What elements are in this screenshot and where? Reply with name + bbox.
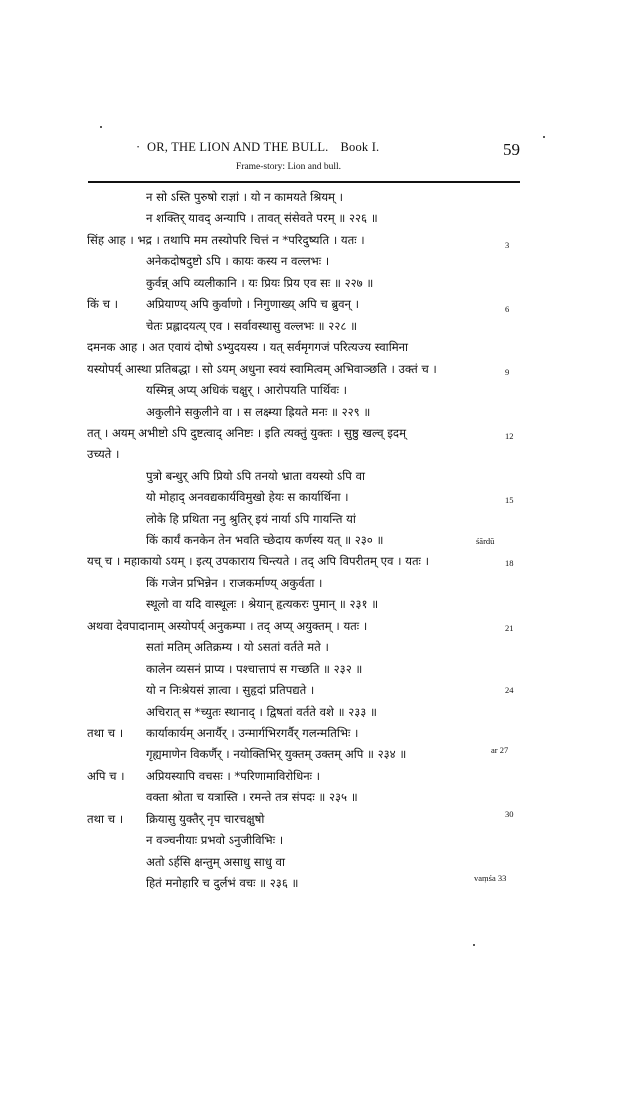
text-line: अप्रियाण्य् अपि कुर्वाणो । निगुणाख्य् अपि च ब्रुवन् । [146,297,360,311]
running-head-title: OR, THE LION AND THE BULL. [147,140,329,154]
text-line: अनेकदोषदुष्टो ऽपि । कायः कस्य न वल्लभः । [146,254,330,268]
margin-number: 15 [505,495,514,505]
margin-number: 21 [505,623,514,633]
header-rule [88,181,520,183]
text-line: यस्योपर्य् आस्था प्रतिबद्धा । सो ऽयम् अधुना स्वयं स्वामित्वम् अभिवाञ्छति । उक्तं च । [87,362,437,376]
text-line: किं गजेन प्रभिन्नेन । राजकर्माण्य् अकुर्वता । [146,576,323,590]
speck [100,126,102,128]
text-line: दमनक आह । अत एवायं दोषो ऽभ्युदयस्य । यत् सर्वमृगगजं परित्यज्य स्वामिना [87,340,409,354]
section-subtitle: Frame-story: Lion and bull. [236,162,342,172]
margin-number: 6 [505,304,510,314]
speaker-label: तथा च । [87,726,124,740]
text-line: अथवा देवपादानाम् अस्योपर्य् अनुकम्पा । तद् अप्य् अयुक्तम् । यतः । [87,619,368,633]
book-label: Book I. [340,140,380,154]
margin-number: 30 [505,809,514,819]
margin-number: 12 [505,431,514,441]
text-line: अचिरात् स *च्युतः स्थानाद् । द्विषतां वर्तते वशे ॥ २३३ ॥ [146,705,377,719]
text-line: अतो ऽर्हसि क्षन्तुम् असाधु साधु वा [146,855,285,869]
margin-number: 24 [505,685,514,695]
margin-number: vaṃśa 33 [474,873,507,883]
text-line: सतां मतिम् अतिक्रम्य । यो ऽसतां वर्तते मते । [146,640,329,654]
text-line: कार्याकार्यम् अनार्यैर् । उन्मार्गभिरगर्वैर् गलन्मतिभिः । [146,726,359,740]
text-line: कुर्वन्न् अपि व्यलीकानि । यः प्रियः प्रिय एव सः ॥ २२७ ॥ [146,276,374,290]
text-line: अप्रियस्यापि वचसः । *परिणामाविरोधिनः । [146,769,321,783]
margin-number: 18 [505,558,514,568]
text-line: चेतः प्रह्लादयत्य् एव । सर्वावस्थासु वल्लभः ॥ २२८ ॥ [146,319,358,333]
text-line: वक्ता श्रोता च यत्रास्ति । रमन्ते तत्र संपदः ॥ २३५ ॥ [146,790,358,804]
text-line: न वञ्चनीयाः प्रभवो ऽनुजीविभिः । [146,833,284,847]
text-line: अकुलीने सकुलीने वा । स लक्ष्म्या ह्रियते मनः ॥ २२९ ॥ [146,405,371,419]
text-line: न सो ऽस्ति पुरुषो राज्ञां । यो न कामयते श्रियम् । [146,190,344,204]
dot-mark: · [136,140,148,154]
margin-number: 3 [505,240,510,250]
text-line: यस्मिन्न् अप्य् अधिकं चक्षुर् । आरोपयति पार्थिवः । [146,383,348,397]
text-line: सिंह आह । भद्र । तथापि मम तस्योपरि चित्तं न *परिदुष्यति । यतः । [87,233,365,247]
speaker-label: तथा च । [87,812,124,826]
text-line: क्रियासु युक्तैर् नृप चारचक्षुषो [146,812,265,826]
text-line: लोके हि प्रथिता ननु श्रुतिर् इयं नार्या ऽपि गायन्ति यां [146,512,356,526]
text-line: किं कार्यं कनकेन तेन भवति च्छेदाय कर्णस्य यत् ॥ २३० ॥ [146,533,384,547]
margin-number: śārdū [476,536,495,546]
margin-number: 9 [505,367,510,377]
page-number: 59 [503,140,520,159]
text-line: यच् च । महाकायो ऽयम् । इत्य् उपकाराय चिन्त्यते । तद् अपि विपरीतम् एव । यतः । [87,554,429,568]
running-head [136,140,379,155]
speaker-label: अपि च । [87,769,125,783]
text-line: तत् । अयम् अभीष्टो ऽपि दुष्टत्वाद् अनिष्टः । इति त्यक्तुं युक्तः । सुष्ठु खल्व् इदम् [87,426,407,440]
text-line: पुत्रो बन्धुर् अपि प्रियो ऽपि तनयो भ्राता वयस्यो ऽपि वा [146,469,366,483]
text-line: स्थूलो वा यदि वास्थूलः । श्रेयान् हृत्यकरः पुमान् ॥ २३१ ॥ [146,597,379,611]
speaker-label: किं च । [87,297,119,311]
text-line: उच्यते । [87,447,120,461]
text-line: गृह्यमाणेन विकर्णैर् । नयोक्तिभिर् युक्तम् उक्तम् अपि ॥ २३४ ॥ [146,747,407,761]
text-line: हितं मनोहारि च दुर्लभं वचः ॥ २३६ ॥ [146,876,299,890]
text-line: न शक्तिर् यावद् अन्यापि । तावत् संसेवते परम् ॥ २२६ ॥ [146,211,378,225]
text-line: कालेन व्यसनं प्राप्य । पश्चात्तापं स गच्छति ॥ २३२ ॥ [146,662,363,676]
text-line: यो मोहाद् अनवद्यकार्यविमुखो हेयः स कार्यार्थिना । [146,490,349,504]
speck [543,136,545,138]
margin-number: ar 27 [491,745,509,755]
text-line: यो न निःश्रेयसं ज्ञात्वा । सुहृदां प्रतिपद्यते । [146,683,315,697]
speck [473,944,475,946]
